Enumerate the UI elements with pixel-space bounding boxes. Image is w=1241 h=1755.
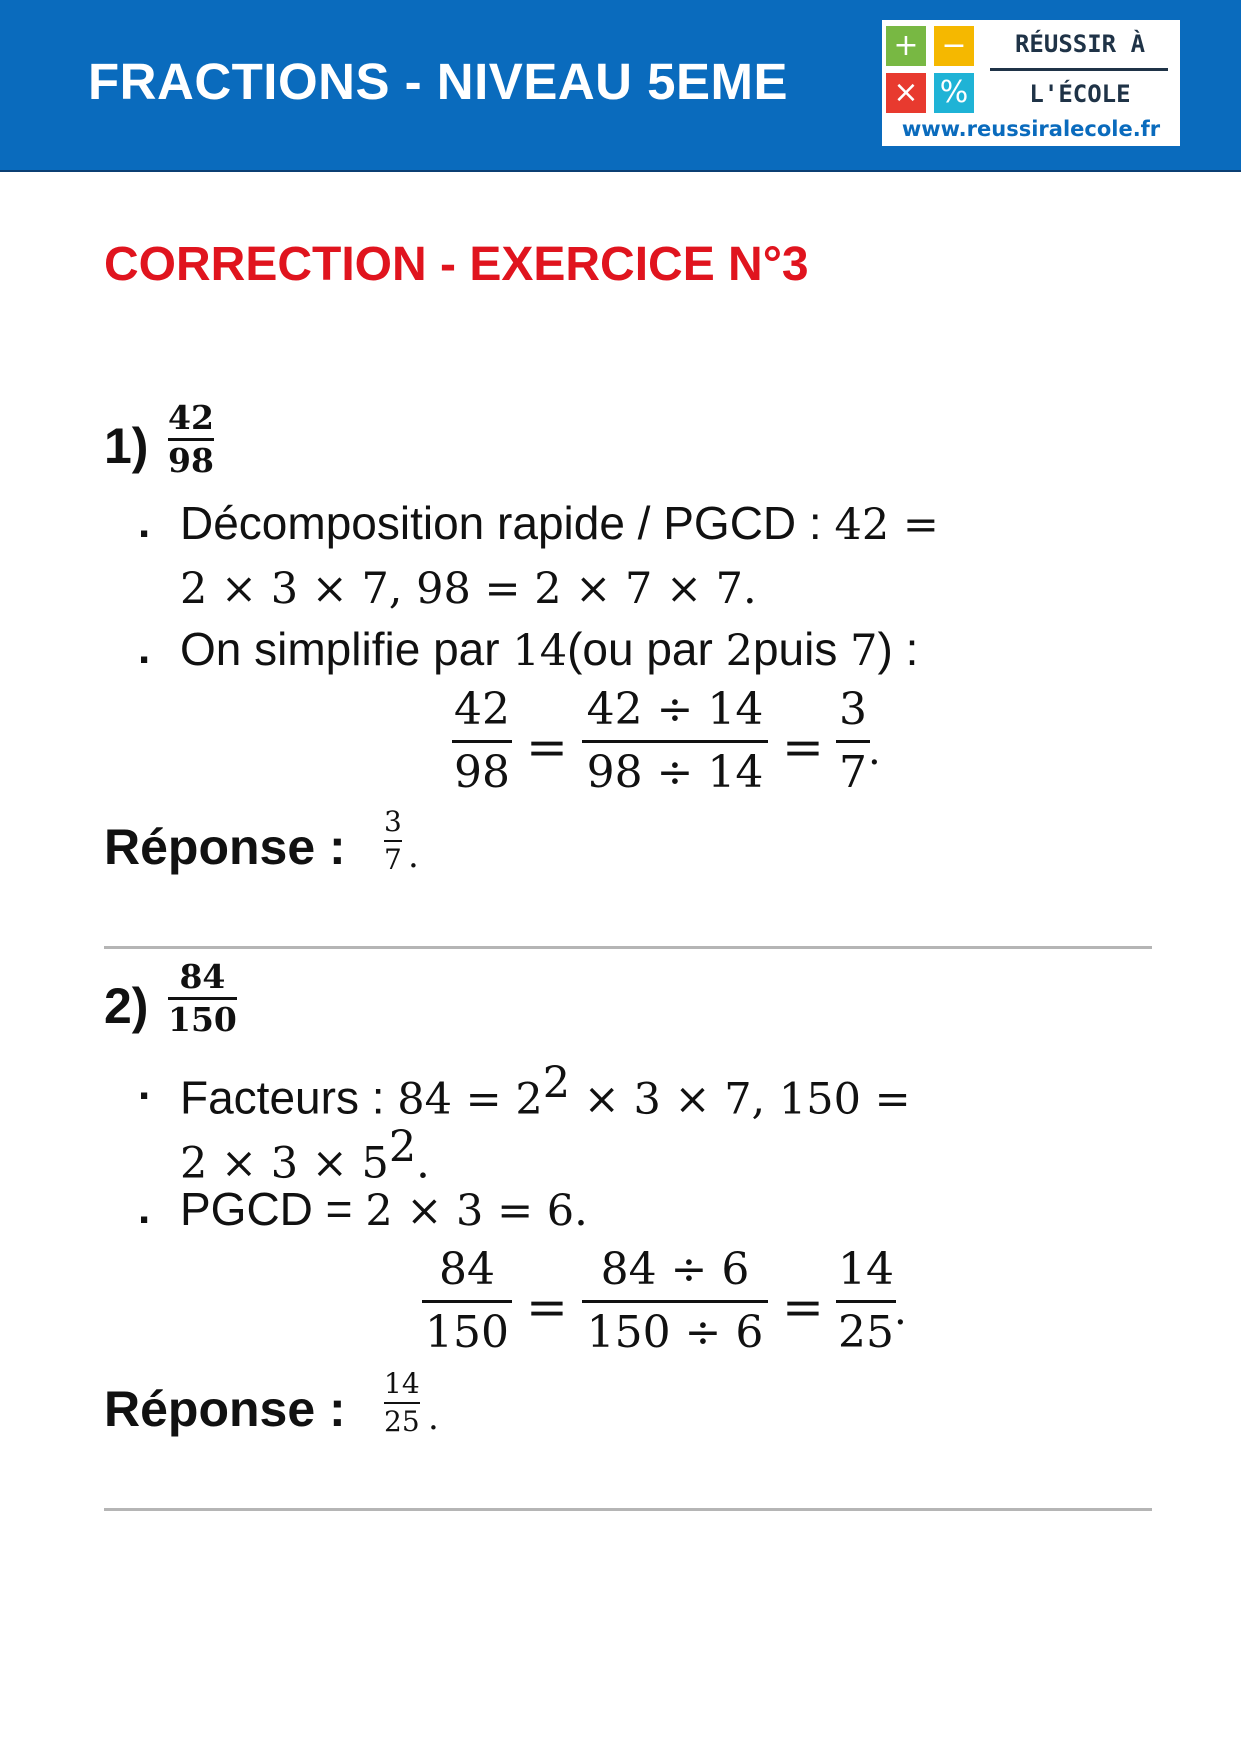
section-title: CORRECTION - EXERCICE N°3 <box>104 238 809 291</box>
q2-answer-label: Réponse : <box>104 1381 346 1437</box>
q2-eq-fraction-2 <box>582 1240 768 1363</box>
site-logo[interactable] <box>882 20 1180 146</box>
bullet-icon: . <box>138 1184 151 1233</box>
logo-url[interactable]: www.reussiralecole.fr <box>901 117 1161 141</box>
q2-bullet-1-math: 2 × 3 × 5 <box>180 1138 389 1189</box>
question-1-number: 1) <box>104 418 149 474</box>
fraction-denominator: 25 <box>384 1405 420 1438</box>
q1-bullet-2-text: ) : <box>877 623 919 675</box>
q1-answer-label: Réponse : <box>104 819 346 875</box>
q1-bullet-2-text: On simplifie par <box>180 623 513 675</box>
q1-bullet-1-text: Décomposition rapide / PGCD : <box>180 497 835 549</box>
q1-bullet-1-math: 42 = <box>834 500 939 550</box>
q1-bullet-2-math: 7 <box>850 626 878 676</box>
question-2-number: 2) <box>104 978 149 1034</box>
period: . <box>894 1288 907 1334</box>
q1-bullet-2-math: 2 <box>725 626 753 676</box>
plus-icon: + <box>886 26 926 66</box>
question-2-fraction <box>168 957 237 1040</box>
fraction-numerator: 84 ÷ 6 <box>600 1244 750 1295</box>
q1-bullet-2-math: 14 <box>512 626 568 676</box>
fraction-numerator: 14 <box>384 1367 420 1400</box>
page-title: FRACTIONS - NIVEAU 5EME <box>88 53 789 110</box>
question-1-fraction <box>168 398 214 481</box>
section-divider <box>104 946 1152 949</box>
logo-text-line2: L'ÉCOLE <box>1029 80 1131 108</box>
equals-sign: = <box>526 718 568 776</box>
fraction-numerator: 42 <box>454 684 510 735</box>
period: . <box>868 728 881 774</box>
fraction-denominator: 25 <box>838 1307 894 1358</box>
q2-bullet-2 <box>180 1182 588 1236</box>
period: . <box>428 1398 439 1438</box>
times-icon: × <box>886 73 926 113</box>
fraction-numerator: 3 <box>839 684 867 735</box>
fraction-numerator: 3 <box>384 805 402 838</box>
q2-bullet-1-math: 84 = 2 <box>397 1074 543 1125</box>
q1-bullet-1 <box>180 496 939 550</box>
percent-icon: % <box>934 73 974 113</box>
logo-text-line1: RÉUSSIR À <box>1014 30 1146 58</box>
fraction-numerator: 14 <box>838 1244 894 1295</box>
q2-bullet-1 <box>180 1058 911 1124</box>
fraction-numerator: 84 <box>179 957 226 996</box>
equals-sign: = <box>782 718 824 776</box>
q2-bullet-1-continued <box>180 1122 430 1188</box>
q1-bullet-2 <box>180 622 918 676</box>
fraction-numerator: 42 <box>168 398 214 437</box>
q1-bullet-1-continued <box>180 560 757 614</box>
bullet-icon: . <box>138 624 151 673</box>
fraction-denominator: 98 <box>168 441 214 480</box>
fraction-numerator: 42 ÷ 14 <box>586 684 764 735</box>
fraction-numerator: 84 <box>439 1244 495 1295</box>
q2-bullet-2-math: 2 × 3 = 6. <box>365 1186 588 1236</box>
equals-sign: = <box>526 1278 568 1336</box>
fraction-denominator: 7 <box>839 747 867 798</box>
page-header <box>0 0 1241 172</box>
bullet-icon: . <box>138 498 151 547</box>
fraction-denominator: 150 <box>425 1307 509 1358</box>
bullet-icon: . <box>138 1060 151 1109</box>
q2-answer-fraction <box>384 1366 420 1440</box>
section-divider <box>104 1508 1152 1511</box>
q1-bullet-2-text: puis <box>752 623 851 675</box>
q2-bullet-2-text: PGCD = <box>180 1183 366 1235</box>
q1-eq-fraction-3 <box>836 680 870 803</box>
fraction-denominator: 98 <box>454 747 510 798</box>
q2-bullet-1-math: × 3 × 7, 150 = <box>570 1074 911 1125</box>
minus-icon: − <box>934 26 974 66</box>
q1-bullet-2-text: (ou par <box>567 623 726 675</box>
fraction-denominator: 150 ÷ 6 <box>586 1307 764 1358</box>
exponent: 2 <box>542 1058 571 1108</box>
q2-eq-fraction-1 <box>422 1240 512 1363</box>
logo-divider <box>990 68 1168 71</box>
equals-sign: = <box>782 1278 824 1336</box>
fraction-denominator: 7 <box>384 843 402 876</box>
q2-bullet-1-text: Facteurs : <box>180 1071 398 1124</box>
q1-bullet-1-math-continued: 2 × 3 × 7, 98 = 2 × 7 × 7. <box>180 564 757 614</box>
q2-bullet-1-math: . <box>416 1138 430 1189</box>
q1-eq-fraction-1 <box>452 680 512 803</box>
exponent: 2 <box>388 1122 417 1172</box>
q1-answer-fraction <box>384 804 402 878</box>
fraction-denominator: 98 ÷ 14 <box>586 747 764 798</box>
q2-eq-fraction-3 <box>836 1240 896 1363</box>
period: . <box>408 836 419 876</box>
fraction-denominator: 150 <box>168 1000 237 1039</box>
q1-eq-fraction-2 <box>582 680 768 803</box>
